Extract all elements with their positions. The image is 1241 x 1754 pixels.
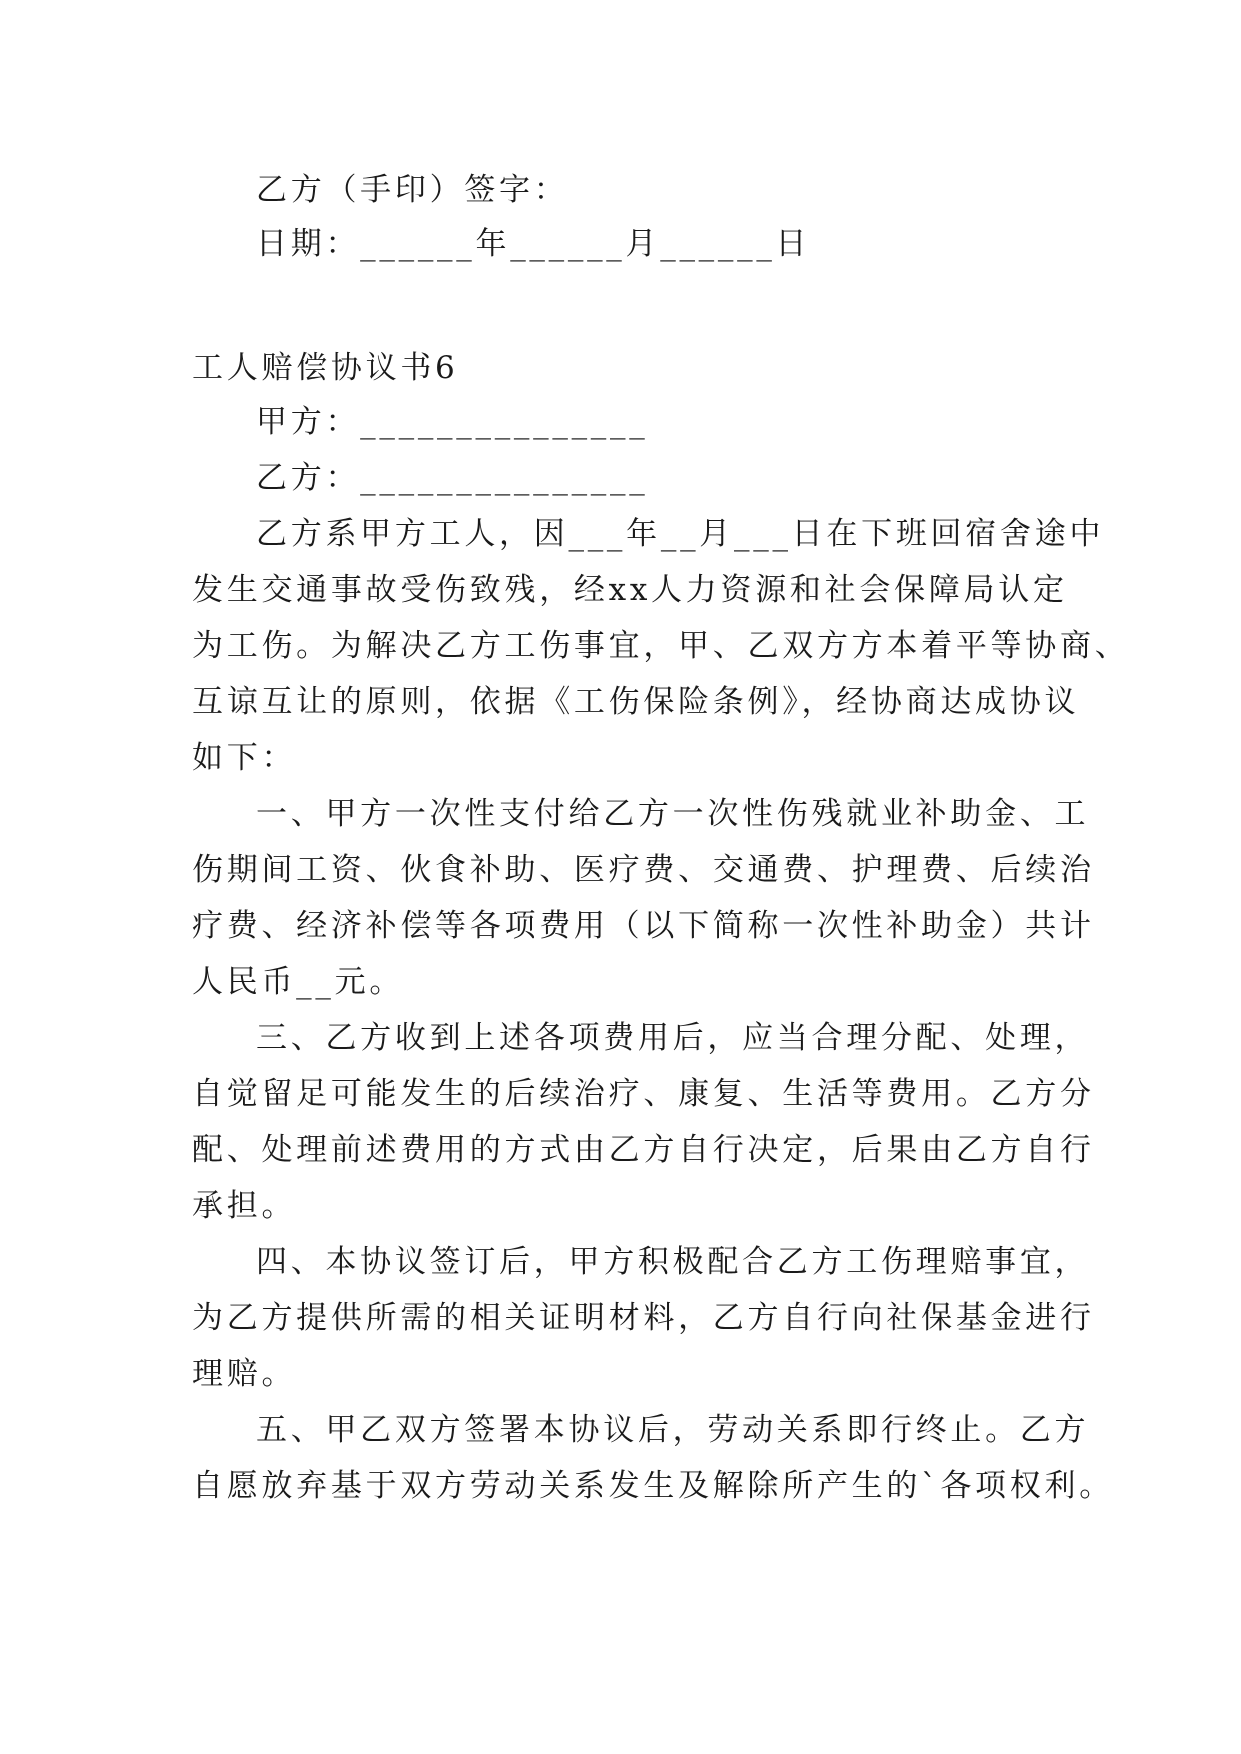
paragraph-2-line-4: 人民币__元。: [192, 964, 405, 1000]
party-b-signature-line: 乙方（手印）签字：: [256, 172, 569, 208]
party-a-line: 甲方：_______________: [256, 404, 649, 440]
paragraph-2-line-1: 一、甲方一次性支付给乙方一次性伤残就业补助金、工: [256, 796, 1090, 832]
paragraph-1-line-5: 如下：: [192, 740, 297, 776]
paragraph-2-line-2: 伤期间工资、伙食补助、医疗费、交通费、护理费、后续治: [192, 852, 1095, 888]
paragraph-1-line-3: 为工伤。为解决乙方工伤事宜，甲、乙双方方本着平等协商、: [192, 628, 1130, 664]
paragraph-2-line-3: 疗费、经济补偿等各项费用（以下简称一次性补助金）共计: [192, 908, 1095, 944]
paragraph-3-line-3: 配、处理前述费用的方式由乙方自行决定，后果由乙方自行: [192, 1132, 1095, 1168]
paragraph-4-line-2: 为乙方提供所需的相关证明材料，乙方自行向社保基金进行: [192, 1300, 1095, 1336]
paragraph-5-line-2: 自愿放弃基于双方劳动关系发生及解除所产生的`各项权利。: [192, 1468, 1114, 1504]
paragraph-1-line-2: 发生交通事故受伤致残，经xx人力资源和社会保障局认定: [192, 572, 1068, 608]
paragraph-3-line-2: 自觉留足可能发生的后续治疗、康复、生活等费用。乙方分: [192, 1076, 1095, 1112]
paragraph-3-line-4: 承担。: [192, 1188, 297, 1224]
paragraph-4-line-3: 理赔。: [192, 1356, 297, 1392]
paragraph-5-line-1: 五、甲乙双方签署本协议后，劳动关系即行终止。乙方: [256, 1412, 1090, 1448]
date-line: 日期：______年______月______日: [256, 226, 811, 262]
agreement-title: 工人赔偿协议书6: [192, 350, 459, 386]
paragraph-1-line-1: 乙方系甲方工人，因___年__月___日在下班回宿舍途中: [256, 516, 1105, 552]
paragraph-3-line-1: 三、乙方收到上述各项费用后，应当合理分配、处理，: [256, 1020, 1090, 1056]
party-b-line: 乙方：_______________: [256, 460, 649, 496]
paragraph-4-line-1: 四、本协议签订后，甲方积极配合乙方工伤理赔事宜，: [256, 1244, 1090, 1280]
paragraph-1-line-4: 互谅互让的原则，依据《工伤保险条例》，经协商达成协议: [192, 684, 1080, 720]
